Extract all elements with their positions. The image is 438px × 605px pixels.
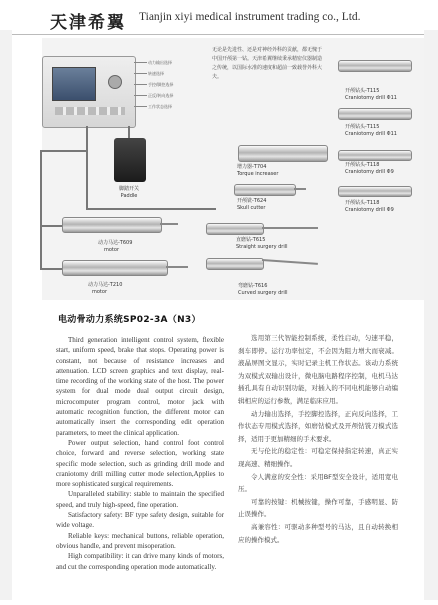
craniotomy-drill-label-cn: 开颅钻头-T115 — [345, 88, 380, 94]
cable — [40, 150, 42, 270]
callout-label: 转速选择 — [148, 71, 164, 76]
callout-leader — [134, 62, 147, 63]
header-rule — [0, 34, 438, 35]
control-knob — [108, 75, 122, 89]
callout-label: 工作状态选择 — [148, 104, 172, 109]
cable — [40, 268, 62, 270]
chinese-paragraph: 可靠的按键：机械按键，操作可靠，手感明显、防止误操作。 — [238, 497, 398, 519]
craniotomy-drill-label-cn: 开颅钻头-T115 — [345, 124, 380, 130]
chinese-description — [238, 332, 398, 546]
callout-leader — [134, 106, 147, 107]
company-name-en: Tianjin xiyi medical instrument trading co., Ltd. — [139, 11, 361, 23]
craniotomy-drill-label-en: Craniotomy drill Φ9 — [345, 169, 394, 175]
motor-t609-label-en: motor — [104, 247, 120, 253]
cable — [86, 208, 216, 210]
pedal-label-cn: 脚踏开关 — [119, 186, 140, 192]
skull-cutter-label-en: Skull cutter — [237, 205, 266, 211]
lcd-screen — [52, 67, 96, 101]
intro-text: 无论是先进性、还是对神经外科的贡献，都无愧于中国开颅第一钻。天津希翼继续秉承精密仪器制造之传统，以国际水准的速度和超前一致载誉外科大夫。 — [212, 47, 323, 80]
foot-pedal-image — [114, 138, 146, 182]
straight-drill-label-cn: 直磨钻-T615 — [236, 237, 266, 243]
callout-label: 正反/转向选择 — [148, 93, 174, 98]
curved-drill-label-cn: 弯磨钻-T616 — [238, 283, 268, 289]
cable — [40, 225, 62, 227]
craniotomy-drill-label-en: Craniotomy drill Φ11 — [345, 95, 397, 101]
straight-drill-label-en: Straight surgery drill — [236, 244, 288, 250]
callout-label: 手控/脚控选择 — [148, 82, 174, 87]
cable — [86, 126, 88, 210]
english-paragraph: Third generation intelligent control system, flexible start, uniform speed, brake that stops. Operating power is constant, not because of resistance increases and attenuation. LCD screen graphics and text display, real-time recording of the working state of the host. The power system for dual mode dual output circuit design, microcomputer program control, motor jack with automatic recognition function, the different motor can automatically insert the corresponding edit operation parameters, to meet the clinical application. — [56, 336, 224, 437]
chinese-paragraph: 高兼容性：可驱动多种型号的马达，且自动转换相应的操作模式。 — [238, 522, 398, 544]
craniotomy-drill-label-cn: 开颅钻头-T118 — [345, 162, 380, 168]
english-paragraph: Satisfactory safety: BF type safety design, suitable for wide voltage. — [56, 511, 224, 530]
english-paragraph: Power output selection, hand control foot control choice, forward and reverse selection, working state specific mode selection, such as grinding drill mode and craniotomy drill milling cutter mode selection,Applies to more sophisticated surgical requirements. — [56, 438, 224, 489]
callout-leader — [134, 84, 147, 85]
craniotomy-drill-label-cn: 开颅钻头-T118 — [345, 200, 380, 206]
english-description — [56, 335, 224, 572]
english-paragraph: High compatibility: it can drive many kinds of motors, and cut the corresponding operation mode automatically. — [56, 552, 224, 571]
page-header — [0, 0, 438, 42]
cable — [40, 150, 88, 152]
pedal-label — [119, 186, 139, 200]
chinese-paragraph: 选用第三代智能控制系统，柔性启动，匀速平稳，刹车即停。运行功率恒定，不会因为阻力增大而衰减。液晶屏图文显示，实时记录主机工作状态。该动力系统为双模式双输出设计，微电脑电路程序控制，电机马达插孔具有自动识别功能，对插入的不同电机能够自动编辑相应的运行参数，满足临床应用。 — [238, 334, 398, 405]
left-margin-strip — [0, 30, 12, 600]
chinese-paragraph: 令人满意的安全性：采用BF型安全设计，适用宽电压。 — [238, 472, 398, 494]
control-unit-image — [42, 56, 136, 128]
motor-t210-label-cn: 动力马达-T210 — [88, 282, 123, 288]
chinese-paragraph: 动力输出选择，手控脚控选择，正向反向选择，工作状态专用模式选择，如磨钻模式及开颅钻铣刀模式选择，适用于更加精细的手术要求。 — [238, 409, 398, 443]
product-title: 电动骨动力系统SP02-3A（N3） — [58, 315, 201, 325]
torque-increaser-label-cn: 增力器-T704 — [237, 164, 267, 170]
craniotomy-drill-label-en: Craniotomy drill Φ11 — [345, 131, 397, 137]
english-paragraph: Reliable keys: mechanical buttons, reliable operation, obvious handle, and prevent misoperation. — [56, 531, 224, 550]
device-buttons — [55, 107, 125, 115]
english-paragraph: Unparalleled stability: stable to maintain the specified speed, and truly high-speed, fine operation. — [56, 490, 224, 509]
right-margin-strip — [424, 30, 438, 600]
motor-t609-label-cn: 动力马达-T609 — [98, 240, 133, 246]
curved-drill-label-en: Curved surgery drill — [238, 290, 288, 296]
callout-label: 动力输出选择 — [148, 60, 172, 65]
chinese-paragraph: 无与伦比的稳定性：可稳定保持指定转速，真正实现高速、精细操作。 — [238, 447, 398, 468]
torque-increaser-label-en: Torque increaser — [237, 171, 279, 177]
callout-leader — [134, 73, 147, 74]
motor-t210-label-en: motor — [92, 289, 108, 295]
callout-leader — [134, 95, 147, 96]
skull-cutter-label-cn: 开颅铣-T624 — [237, 198, 267, 204]
pedal-label-en: Paddle — [120, 193, 138, 199]
cable — [128, 126, 130, 138]
craniotomy-drill-label-en: Craniotomy drill Φ9 — [345, 207, 394, 213]
company-name-cn: 天津希翼 — [50, 13, 126, 33]
